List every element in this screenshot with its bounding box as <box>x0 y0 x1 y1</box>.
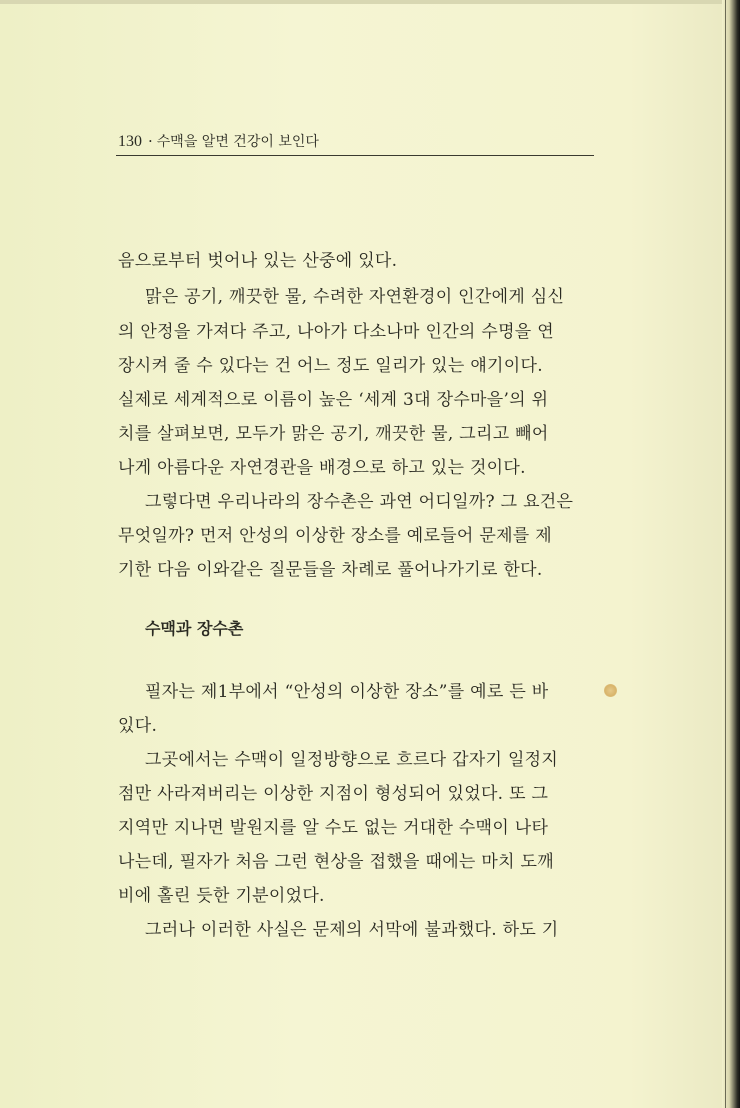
header-separator: · <box>148 132 153 150</box>
text-line: 지역만 지나면 발원지를 알 수도 없는 거대한 수맥이 나타 <box>118 818 549 838</box>
text-line: 있다. <box>118 716 158 736</box>
text-line: 그렇다면 우리나라의 장수촌은 과연 어디일까? 그 요건은 <box>145 492 574 512</box>
text-line: 필자는 제1부에서 “안성의 이상한 장소”를 예로 든 바 <box>145 682 549 702</box>
section-heading: 수맥과 장수촌 <box>145 619 244 638</box>
text-line: 비에 홀린 듯한 기분이었다. <box>118 886 325 906</box>
page-number: 130 <box>118 133 142 150</box>
page-edge-line <box>725 0 726 1108</box>
text-line: 나게 아름다운 자연경관을 배경으로 하고 있는 것이다. <box>118 458 526 478</box>
text-line: 그러나 이러한 사실은 문제의 서막에 불과했다. 하도 기 <box>145 920 559 940</box>
text-line: 무엇일까? 먼저 안성의 이상한 장소를 예로들어 문제를 제 <box>118 526 552 546</box>
text-line: 치를 살펴보면, 모두가 맑은 공기, 깨끗한 물, 그리고 빼어 <box>118 424 549 444</box>
text-line: 나는데, 필자가 처음 그런 현상을 접했을 때에는 마치 도깨 <box>118 852 554 872</box>
page-top-edge <box>0 0 740 4</box>
text-line: 실제로 세계적으로 이름이 높은 ‘세계 3대 장수마을’의 위 <box>118 390 549 410</box>
book-title: 수맥을 알면 건강이 보인다 <box>156 134 319 150</box>
margin-stain-mark <box>604 684 617 697</box>
text-line: 점만 사라져버리는 이상한 지점이 형성되어 있었다. 또 그 <box>118 784 549 804</box>
text-line: 기한 다음 이와같은 질문들을 차례로 풀어나가기로 한다. <box>118 560 543 580</box>
text-line: 장시켜 줄 수 있다는 건 어느 정도 일리가 있는 얘기이다. <box>118 356 543 376</box>
text-line: 맑은 공기, 깨끗한 물, 수려한 자연환경이 인간에게 심신 <box>145 287 565 307</box>
text-line: 그곳에서는 수맥이 일정방향으로 흐르다 갑자기 일정지 <box>145 750 559 770</box>
running-header <box>118 131 596 152</box>
text-line: 음으로부터 벗어나 있는 산중에 있다. <box>118 251 398 271</box>
text-line: 의 안정을 가져다 주고, 나아가 다소나마 인간의 수명을 연 <box>118 322 554 342</box>
header-rule <box>116 155 594 156</box>
